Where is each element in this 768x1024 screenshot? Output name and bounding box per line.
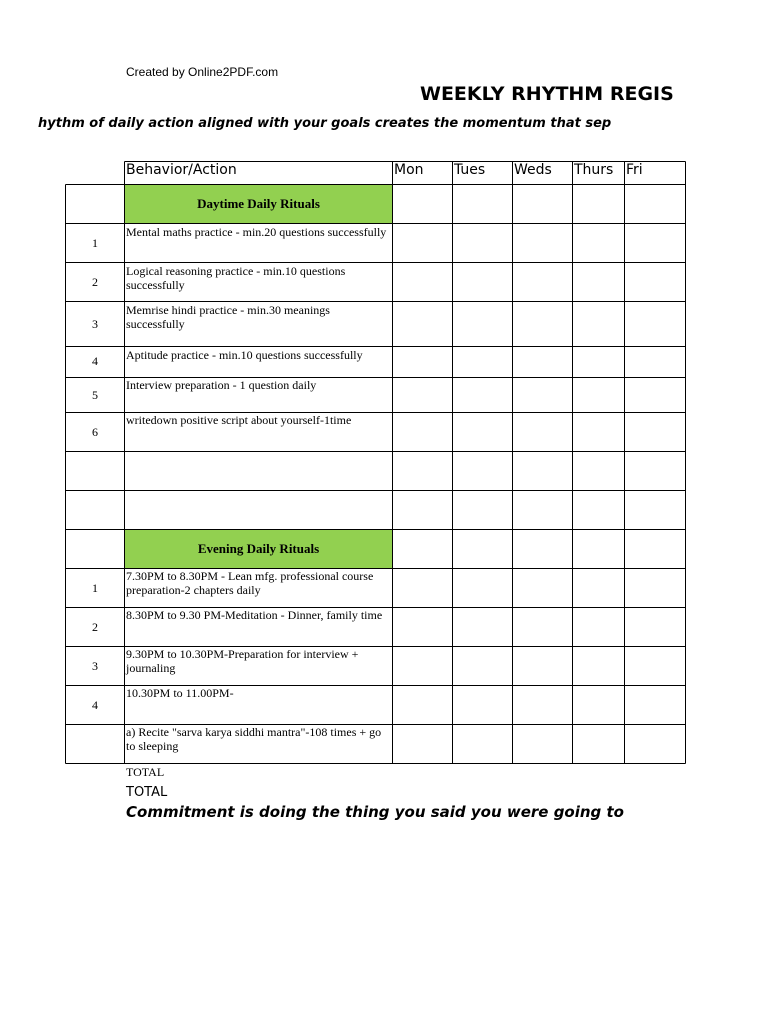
daytime-row-text: Logical reasoning practice - min.10 questions successfully — [126, 264, 346, 292]
daytime-row-text: Mental maths practice - min.20 questions successfully — [126, 225, 387, 239]
daytime-row-number: 2 — [92, 275, 98, 289]
evening-row-number: 4 — [92, 698, 98, 712]
daytime-row-number: 3 — [92, 317, 98, 331]
created-by-note: Created by Online2PDF.com — [126, 65, 279, 79]
page-title: WEEKLY RHYTHM REGIS — [420, 83, 674, 105]
daytime-row-text: Memrise hindi practice - min.30 meanings successfully — [126, 303, 330, 331]
column-header-fri: Fri — [626, 162, 643, 178]
total-label-small: TOTAL — [126, 765, 165, 779]
column-header-tues: Tues — [454, 162, 486, 178]
daytime-row-text: Aptitude practice - min.10 questions successfully — [126, 348, 363, 362]
evening-row-number: 3 — [92, 659, 98, 673]
daytime-row-number: 6 — [92, 425, 98, 439]
evening-row-text: 8.30PM to 9.30 PM-Meditation - Dinner, family time — [126, 608, 383, 622]
daytime-row-number: 5 — [92, 388, 98, 402]
column-header-weds: Weds — [514, 162, 552, 178]
evening-row-text: 9.30PM to 10.30PM-Preparation for interview + journaling — [126, 647, 359, 675]
daytime-row-number: 4 — [92, 354, 98, 368]
evening-row-text: 10.30PM to 11.00PM- — [126, 686, 234, 700]
daytime-row-text: writedown positive script about yourself-1time — [126, 413, 352, 427]
daytime-row-number: 1 — [92, 236, 98, 250]
evening-row-number: 2 — [92, 620, 98, 634]
column-header-thurs: Thurs — [574, 162, 614, 178]
daytime-section-label: Daytime Daily Rituals — [197, 196, 320, 211]
evening-row-text: 7.30PM to 8.30PM - Lean mfg. professional course preparation-2 chapters daily — [126, 569, 374, 597]
evening-row-text: a) Recite "sarva karya siddhi mantra"-108 times + go to sleeping — [126, 725, 382, 753]
commitment-quote: Commitment is doing the thing you said you were going to — [126, 803, 624, 821]
evening-row-number: 1 — [92, 581, 98, 595]
total-label: TOTAL — [126, 785, 168, 800]
daytime-row-text: Interview preparation - 1 question daily — [126, 378, 317, 392]
page-subtitle: hythm of daily action aligned with your goals creates the momentum that sep — [38, 116, 612, 131]
column-header-mon: Mon — [394, 162, 424, 178]
evening-section-label: Evening Daily Rituals — [197, 541, 320, 556]
column-header-behavior: Behavior/Action — [126, 162, 237, 178]
